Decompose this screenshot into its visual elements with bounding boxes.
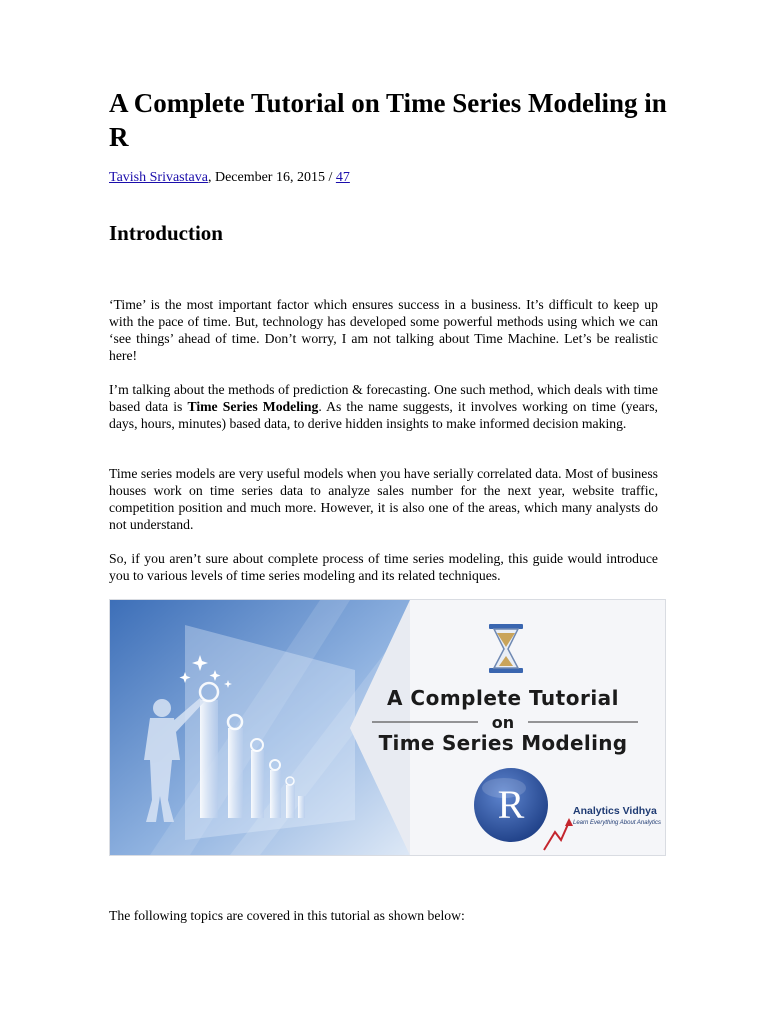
- brand-tagline: Learn Everything About Analytics: [573, 820, 661, 826]
- topics-intro-paragraph: The following topics are covered in this tutorial as shown below:: [109, 908, 465, 923]
- intro-paragraph-2: [109, 381, 658, 432]
- chart-column-icon: [298, 796, 305, 818]
- paragraph-2-bold-term: Time Series Modeling: [187, 399, 319, 414]
- banner-title-line-2: on: [491, 713, 515, 732]
- chart-column-icon: [200, 700, 218, 818]
- chart-column-icon: [270, 770, 281, 818]
- author-link[interactable]: Tavish Srivastava: [109, 170, 208, 185]
- banner-title-line-1: A Complete Tutorial: [386, 686, 620, 710]
- intro-paragraph-4: So, if you aren’t sure about complete process of time series modeling, this guide would introduce you to various levels of time series modeling and its related techniques.: [109, 551, 658, 583]
- article-date: , December 16, 2015 /: [207, 170, 336, 185]
- article-title: A Complete Tutorial on Time Series Modeling in R: [109, 88, 667, 152]
- comments-count-link[interactable]: 47: [335, 170, 350, 185]
- paragraph-2-text-b: . As the name suggests, it involves working on time (years, days, hours, minutes) based data, to derive hidden insights to make informed decision making.: [109, 399, 658, 431]
- introduction-heading: Introduction: [109, 221, 223, 245]
- r-logo-letter: R: [497, 782, 525, 827]
- chart-column-icon: [286, 785, 295, 818]
- chart-column-icon: [228, 728, 243, 818]
- paragraph-2-text-a: I’m talking about the methods of prediction & forecasting. One such method, which deals with time based data is: [109, 382, 658, 414]
- intro-paragraph-1: ‘Time’ is the most important factor which ensures success in a business. It’s difficult to keep up with the pace of time. But, technology has developed some powerful methods using which we can ‘see things’ ahead of time. Don’t worry, I am not talking about Time Machine. Let’s be realistic here!: [109, 297, 658, 363]
- intro-paragraph-3: Time series models are very useful models when you have serially correlated data. Most of business houses work on time series data to analyze sales number for the next year, website traffic, competition position and much more. However, it is also one of the areas, which many analysts do not understand.: [109, 466, 658, 532]
- brand-name: Analytics Vidhya: [573, 805, 657, 817]
- tutorial-banner-image: [109, 599, 666, 856]
- article-byline: [109, 170, 350, 186]
- banner-title-line-3: Time Series Modeling: [378, 731, 628, 755]
- chart-column-icon: [251, 750, 264, 818]
